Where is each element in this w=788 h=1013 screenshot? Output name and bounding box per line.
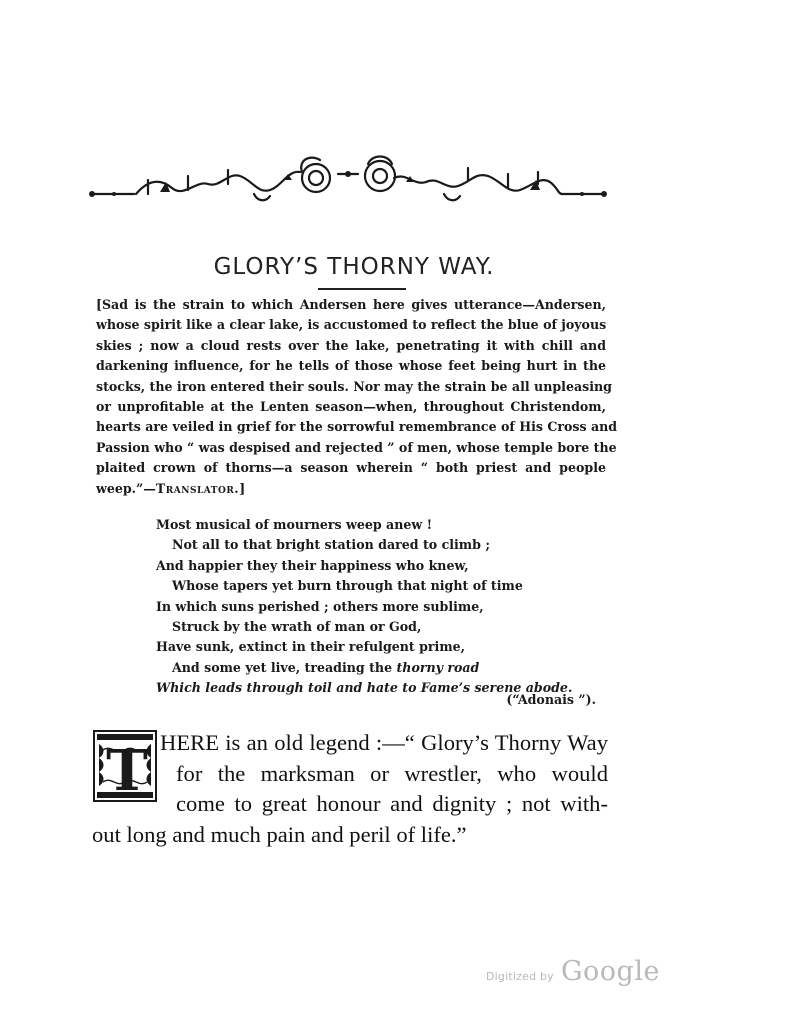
preface-last-prefix: weep.”— [96,480,156,496]
poem-line [156,658,606,678]
poem-line: Most musical of mourners weep anew ! [156,517,433,532]
watermark-logo: Google [560,956,660,987]
story-line: HERE is an old legend :—“ Glory’s Thorny Way [160,730,608,755]
preface-line: skies ; now a cloud rests over the lake, penetrating it with chill and [96,337,606,353]
preface-line: darkening influence, for he tells of those whose feet being hurt in the [96,358,606,374]
watermark-small: Digitized by [486,970,554,983]
translator-preface [96,295,618,499]
title-underline-rule [318,288,406,290]
poem-line: Whose tapers yet burn through that night of time [172,578,523,594]
translator-label: Translator. [155,480,240,496]
poem-line: Which leads through toil and hate to Fame’s serene abode. [156,680,573,696]
poem-line8-italic: thorny road [396,659,480,675]
preface-line: plaited crown of thorns—a season wherein “ both priest and people [96,460,606,476]
digitized-watermark [486,956,660,987]
chapter-title: GLORY’S THORNY WAY. [213,254,495,280]
poem-line: Not all to that bright station dared to climb ; [172,537,490,553]
preface-last-suffix: ] [239,480,246,496]
scrollwork-headpiece-ornament [88,150,608,212]
preface-line: [Sad is the strain to which Andersen here gives utterance—Andersen, [96,297,606,312]
poem-line: In which suns perished ; others more sublime, [156,598,484,614]
preface-line-last [96,479,606,499]
preface-line: Passion who “ was despised and rejected ” of men, whose temple bore the [96,439,617,455]
poem-line: And happier they their happiness who knew, [156,557,469,573]
preface-line: hearts are veiled in grief for the sorrowful remembrance of His Cross and [96,419,618,435]
story-opening [92,728,608,850]
poem-line: Struck by the wrath of man or God, [172,619,422,635]
story-line: come to great honour and dignity ; not with- [176,791,608,816]
poem-attribution: (“Adonais ”). [506,692,596,707]
poem-line8-prefix: And some yet live, treading the [172,659,397,675]
preface-line: or unprofitable at the Lenten season—when, throughout Christendom, [96,399,606,415]
story-line: out long and much pain and peril of life.” [92,821,467,847]
preface-line: whose spirit like a clear lake, is accustomed to reflect the blue of joyous [96,317,607,333]
epigraph-poem [156,515,606,699]
poem-line: Have sunk, extinct in their refulgent prime, [156,639,466,655]
story-line: for the marksman or wrestler, who would [176,760,608,786]
drop-cap-letter: T [106,738,148,802]
preface-line: stocks, the iron entered their souls. Nor may the strain be all unpleasing [96,378,612,394]
